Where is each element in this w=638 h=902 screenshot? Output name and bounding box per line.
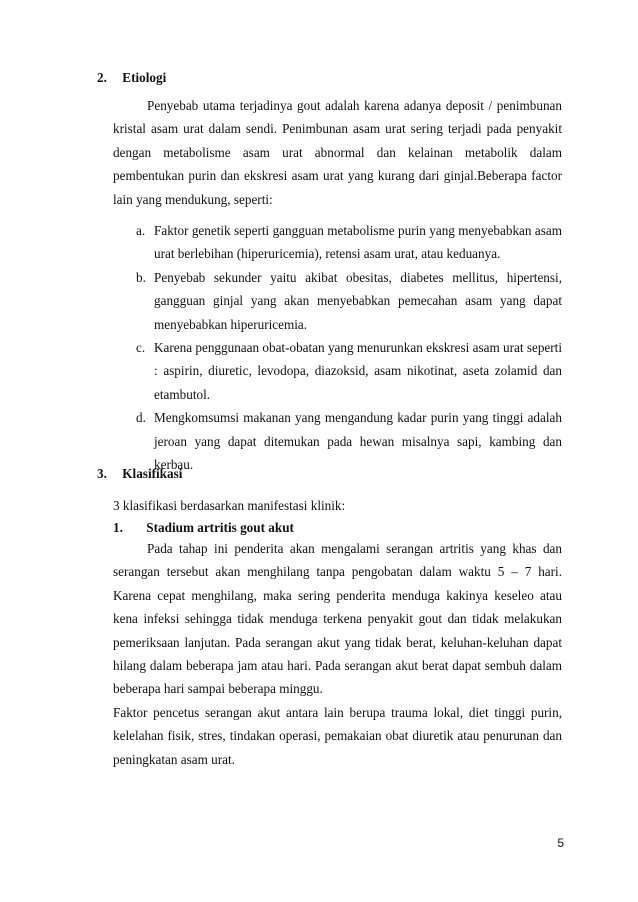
list-item — [136, 219, 562, 266]
section-number: 3. — [97, 466, 107, 481]
list-item-text: Penyebab sekunder yaitu akibat obesitas, diabetes mellitus, hipertensi, gangguan ginjal yang akan menyebabkan pemecahan asam yang dapat menyebabkan hiperuricemia. — [154, 269, 562, 332]
stage-heading-acute — [113, 520, 294, 536]
list-marker: c. — [136, 340, 146, 356]
section-heading-klasifikasi — [97, 466, 182, 482]
list-marker: a. — [136, 223, 146, 238]
stage-title: Stadium artritis gout akut — [146, 520, 294, 535]
stage-paragraph-triggers: Faktor pencetus serangan akut antara lain berupa trauma lokal, diet tinggi purin, kelelahan fisik, stres, tindakan operasi, pemakaian obat diuretik atau penurunan dan peningkatan asam urat. — [113, 705, 562, 767]
page-number: 5 — [557, 836, 564, 850]
list-item-text: Mengkomsumsi makanan yang mengandung kadar purin yang tinggi adalah jeroan yang dapat ditemukan pada hewan misalnya sapi, kambing dan kerbau. — [154, 410, 562, 473]
klasifikasi-intro: 3 klasifikasi berdasarkan manifestasi klinik: — [113, 498, 346, 513]
section-title: Etiologi — [122, 70, 167, 85]
stage-paragraph: Pada tahap ini penderita akan mengalami serangan artritis yang khas dan serangan tersebut akan menghilang tanpa pengobatan dalam waktu 5 – 7 hari. Karena cepat menghilang, maka sering penderita menduga kakinya keseleo atau kena infeksi sehingga tidak menduga terkena penyakit gout dan tidak melakukan pemeriksaan lanjutan. Pada serangan akut yang tidak berat, keluhan-keluhan dapat hilang dalam beberapa jam atau hari. Pada serangan akut berat dapat sembuh dalam beberapa hari sampai beberapa minggu. — [113, 541, 562, 697]
stage-number: 1. — [113, 520, 123, 535]
etiologi-intro: Penyebab utama terjadinya gout adalah karena adanya deposit / penimbunan kristal asam urat dalam sendi. Penimbunan asam urat sering terjadi pada penyakit dengan metabolisme asam urat abnormal dan kelainan metabolik dalam pembentukan purin dan ekskresi asam urat yang kurang dari ginjal.Beberapa factor lain yang mendukung, seperti: — [113, 98, 562, 207]
section-heading-etiologi — [97, 70, 166, 86]
list-marker: d. — [136, 410, 146, 426]
section-number: 2. — [97, 70, 107, 85]
list-marker: b. — [136, 269, 146, 285]
list-item — [136, 266, 562, 336]
list-item — [136, 336, 562, 406]
section-title: Klasifikasi — [122, 466, 183, 481]
list-item-text: Faktor genetik seperti gangguan metabolisme purin yang menyebabkan asam urat berlebihan (hiperuricemia), retensi asam urat, atau keduanya. — [154, 223, 562, 262]
list-item-text: Karena penggunaan obat-obatan yang menurunkan ekskresi asam urat seperti : aspirin, diuretic, levodopa, diazoksid, asam nikotinat, aseta zolamid dan etambutol. — [154, 340, 562, 402]
